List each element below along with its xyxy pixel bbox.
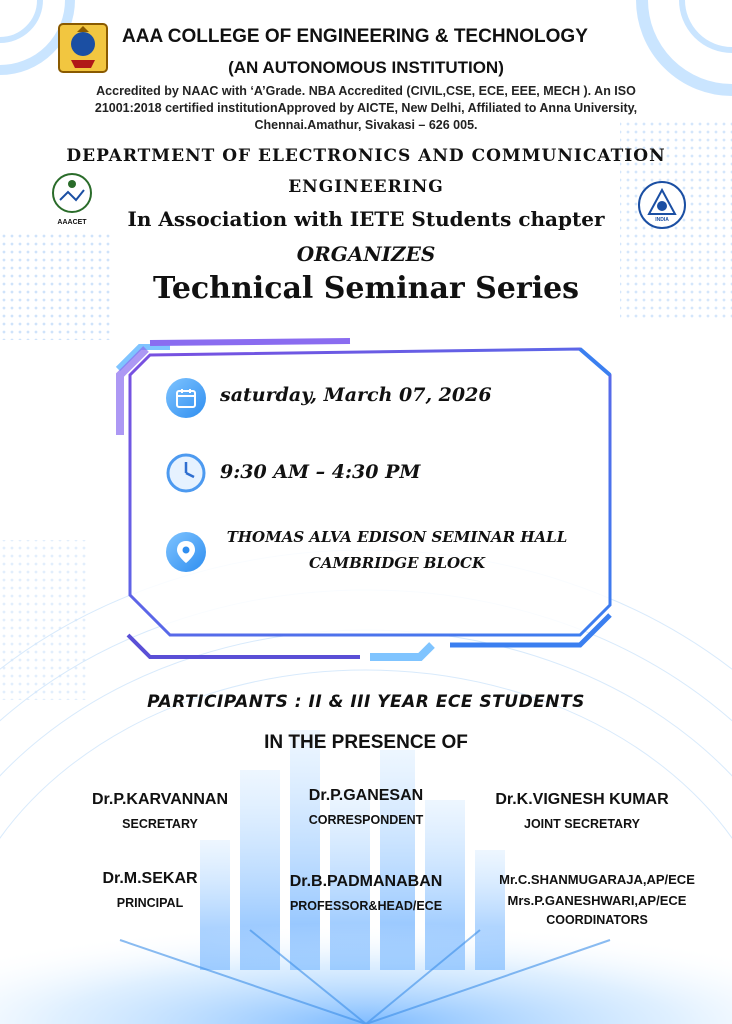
autonomous-label: (AN AUTONOMOUS INSTITUTION) <box>228 58 504 77</box>
department-line-1: DEPARTMENT OF ELECTRONICS AND COMMUNICATION <box>66 146 666 166</box>
association-line: In Association with IETE Students chapter <box>127 207 605 231</box>
joint-secretary-role: JOINT SECRETARY <box>524 817 640 831</box>
college-name: AAA COLLEGE OF ENGINEERING & TECHNOLOGY <box>122 26 588 47</box>
accreditation-line-3: Chennai.Amathur, Sivakasi – 626 005. <box>254 118 478 132</box>
joint-secretary-name: Dr.K.VIGNESH KUMAR <box>495 791 669 808</box>
location-icon-badge <box>166 532 206 572</box>
coordinator-1-name: Mr.C.SHANMUGARAJA,AP/ECE <box>499 872 695 887</box>
secretary-name: Dr.P.KARVANNAN <box>91 791 229 808</box>
accreditation-line-1: Accredited by NAAC with ‘A’Grade. NBA Accredited (CIVIL,CSE, ECE, EEE, MECH ). An ISO <box>96 84 636 98</box>
principal-name: Dr.M.SEKAR <box>102 870 198 887</box>
presence-title: IN THE PRESENCE OF <box>264 732 468 753</box>
clock-icon-badge <box>166 453 206 493</box>
event-date: saturday, March 07, 2026 <box>220 384 492 406</box>
accreditation-line-2: 21001:2018 certified institutionApproved by AICTE, New Delhi, Affiliated to Anna University, <box>94 101 638 115</box>
coordinator-2-name: Mrs.P.GANESHWARI,AP/ECE <box>507 893 687 908</box>
department-logo-label: AAACET <box>57 219 87 226</box>
principal-role: PRINCIPAL <box>116 896 184 910</box>
venue-line-1: THOMAS ALVA EDISON SEMINAR HALL <box>226 528 568 546</box>
event-title: Technical Seminar Series <box>152 271 580 306</box>
venue-line-2: CAMBRIDGE BLOCK <box>308 554 486 572</box>
event-time: 9:30 AM – 4:30 PM <box>220 461 421 483</box>
department-line-2: ENGINEERING <box>288 177 444 197</box>
organizes-label: ORGANIZES <box>296 242 436 266</box>
clock-icon <box>166 453 206 493</box>
location-pin-icon <box>175 540 197 564</box>
hod-name: Dr.B.PADMANABAN <box>289 873 443 890</box>
correspondent-name: Dr.P.GANESAN <box>308 787 424 804</box>
iete-logo-label: INDIA <box>655 217 669 223</box>
coordinators-role: COORDINATORS <box>546 913 648 927</box>
participants-line: PARTICIPANTS : II & III YEAR ECE STUDENTS <box>147 692 585 712</box>
hod-role: PROFESSOR&HEAD/ECE <box>289 899 443 913</box>
secretary-role: SECRETARY <box>122 817 198 831</box>
calendar-icon <box>175 387 197 409</box>
correspondent-role: CORRESPONDENT <box>308 813 424 827</box>
calendar-icon-badge <box>166 378 206 418</box>
